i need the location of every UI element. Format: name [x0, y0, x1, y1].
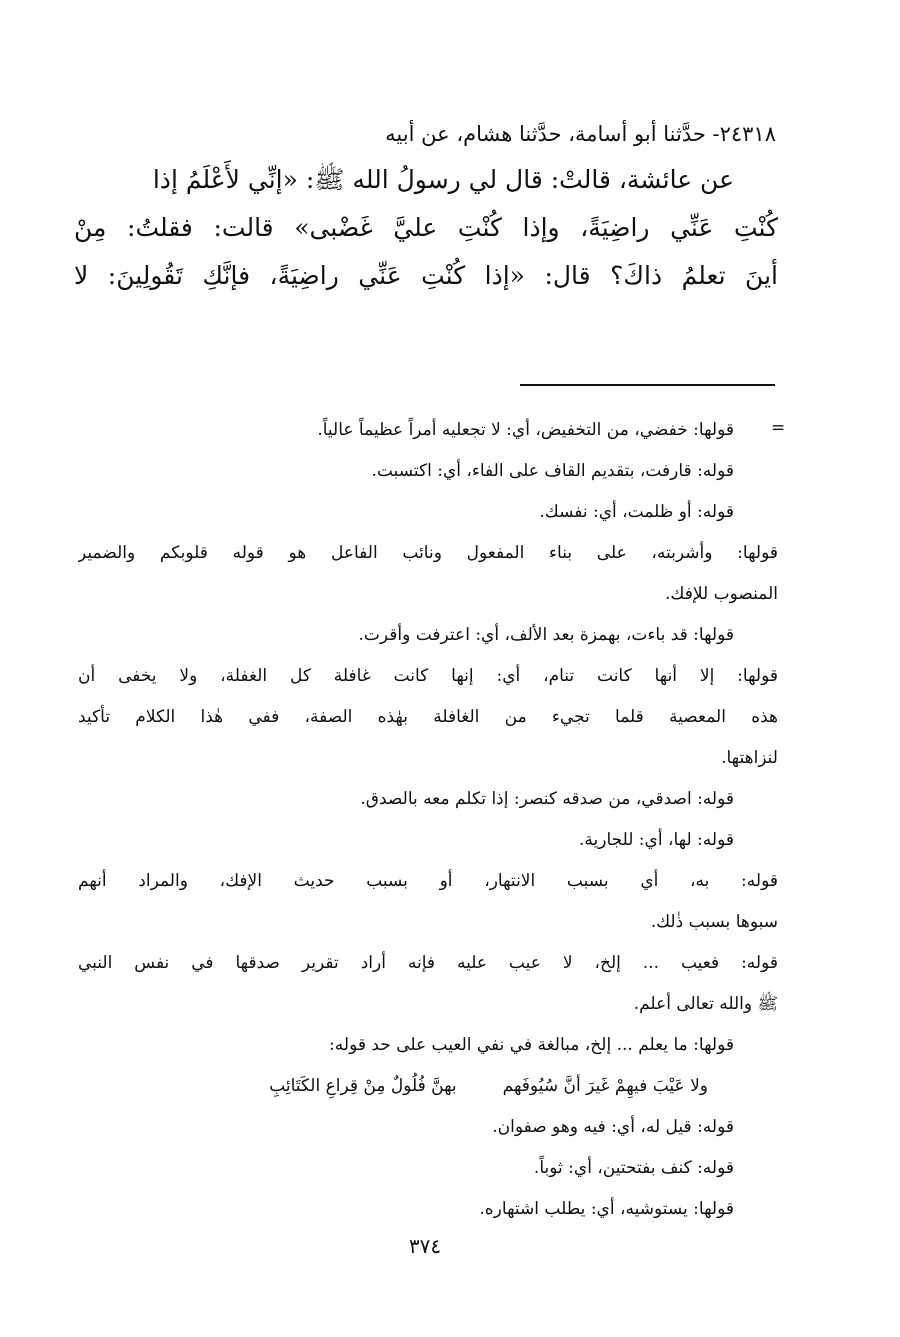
- footnote-line: قولها: خفضي، من التخفيض، أي: لا تجعليه أمراً عظيماً عالياً.: [317, 420, 734, 440]
- footnote-separator: [520, 384, 775, 386]
- verse-first-hemistich: ولا عَيْبَ فيهِمْ غَيرَ أنَّ سُيُوفَهم: [502, 1076, 708, 1096]
- page-number: ٣٧٤: [408, 1234, 442, 1258]
- footnote-line: قولها: وأشربته، على بناء المفعول ونائب الفاعل هو قوله قلوبكم والضمير: [78, 543, 778, 563]
- poetry-verse: [78, 1066, 778, 1107]
- verse-second-hemistich: بهنَّ فُلُولٌ مِنْ قِراعِ الكَتَائِبِ: [269, 1076, 457, 1096]
- footnote-line: هذه المعصية قلما تجيء من الغافلة بهٰذه الصفة، ففي هٰذا الكلام تأكيد: [78, 707, 778, 727]
- footnote-line: قوله: لها، أي: للجارية.: [578, 830, 734, 850]
- footnote-line: قوله: قارفت، بتقديم القاف على الفاء، أي: اكتسبت.: [371, 461, 734, 481]
- footnote-line: ﷺ والله تعالى أعلم.: [633, 994, 778, 1014]
- footnote-line: قولها: إلا أنها كانت تنام، أي: إنها كانت غافلة كل الغفلة، ولا يخفى أن: [78, 666, 778, 686]
- footnote-line: قوله: اصدقي، من صدقه كنصر: إذا تكلم معه بالصدق.: [360, 789, 734, 809]
- footnote-line: لنزاهتها.: [721, 748, 778, 768]
- footnote-line: قوله: فعيب ... إلخ، لا عيب عليه فإنه أراد تقرير صدقها في نفس النبي: [78, 953, 778, 973]
- hadith-line: كُنْتِ عَنِّي راضِيَةً، وإذا كُنْتِ عليَّ غَضْبى» قالت: فقلتُ: مِنْ: [74, 213, 778, 242]
- verse-gap: [457, 1066, 503, 1107]
- footnote-line: قوله: أو ظلمت، أي: نفسك.: [539, 502, 734, 522]
- footnote-line: المنصوب للإفك.: [665, 584, 778, 604]
- footnote-line: قولها: ما يعلم ... إلخ، مبالغة في نفي العيب على حد قوله:: [329, 1035, 734, 1055]
- footnote-continuation-mark: =: [771, 418, 786, 438]
- hadith-isnad: ٢٤٣١٨- حدَّثنا أبو أسامة، حدَّثنا هشام، عن أبيه: [385, 122, 776, 146]
- footnote-line: قوله: به، أي بسبب الانتهار، أو بسبب حديث الإفك، والمراد أنهم: [78, 871, 778, 891]
- footnote-line: قولها: قد باءت، بهمزة بعد الألف، أي: اعترفت وأقرت.: [358, 625, 734, 645]
- footnote-line: قولها: يستوشيه، أي: يطلب اشتهاره.: [479, 1199, 734, 1219]
- footnote-line: قوله: قيل له، أي: فيه وهو صفوان.: [492, 1117, 734, 1137]
- footnotes: [78, 410, 778, 1230]
- hadith-line: عن عائشة، قالتْ: قال لي رسولُ الله ﷺ: «إنِّي لأَعْلَمُ إذا: [152, 165, 734, 194]
- footnote-line: سبوها بسبب ذٰلك.: [650, 912, 778, 932]
- footnote-line: قوله: كنف بفتحتين، أي: ثوباً.: [533, 1158, 734, 1178]
- hadith-line: أينَ تعلمُ ذاكَ؟ قال: «إذا كُنْتِ عَنِّي راضِيَةً، فإنَّكِ تَقُولِينَ: لا: [74, 261, 778, 290]
- hadith-main-text: [74, 112, 778, 300]
